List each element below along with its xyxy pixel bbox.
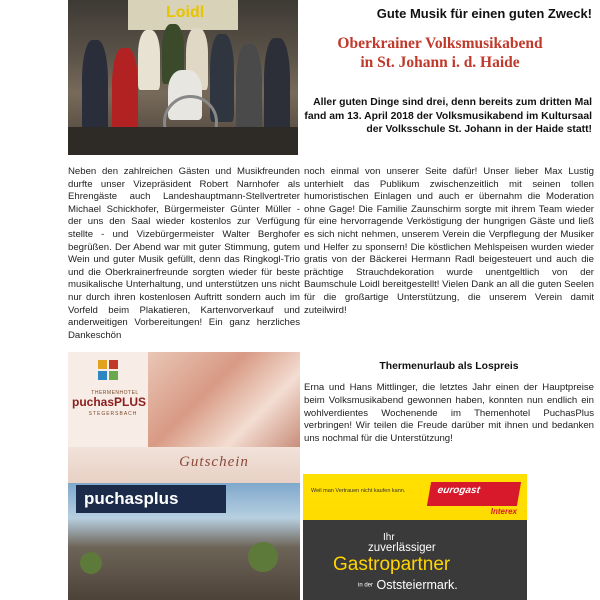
- ad-tagline: Weil man Vertrauen nicht kaufen kann.: [311, 488, 406, 494]
- hotel-location: STEGERSBACH: [88, 411, 138, 417]
- event-title: [300, 34, 580, 72]
- section-title: Thermenurlaub als Lospreis: [379, 361, 519, 372]
- hotel-brand: puchasPLUS: [72, 395, 147, 409]
- eurogast-ad: [303, 474, 527, 600]
- hotel-sign: [76, 485, 226, 513]
- page-title: Gute Musik für einen guten Zweck!: [376, 6, 592, 21]
- eurogast-logo: [427, 482, 521, 506]
- ad-line-3: Gastropartner: [333, 554, 451, 575]
- article-right-column: noch einmal von unserer Seite dafür! Unser lieber Max Lustig unterhielt das Publikum zwischenzeitlich mit seinen tollen humoristischen Einlagen und auch er übernahm die Moderation ohne Gage! Die Familie Zaunschirm sorgte mit ihrem Team wieder für eine hervorragende Verköstigung der hungrigen Gäste und ließ es sich nicht nehmen, unserem Verein die Verpflegung der Musiker und Helfer zu sponsern! Die köstlichen Mehlspeisen wurden wieder gratis von der Bäckerei Hermann Radl beigesteuert und auch die prächtige Strauchdekoration wurde unentgeltlich von der Baumschule Loidl bereitgestellt! Vielen Dank an all die guten Seelen für die großartige Unterstützung, die unserem Verein damit zuteilwird!: [304, 166, 594, 316]
- ad-line-1: Ihr: [383, 532, 395, 543]
- plant-decoration: [248, 542, 278, 572]
- event-title-line2: in St. Johann i. d. Haide: [360, 54, 520, 71]
- photo-banner-text: Loidl: [166, 4, 205, 21]
- event-title-line1: Oberkrainer Volksmusikabend: [337, 35, 543, 52]
- logo-square-1: [98, 360, 107, 369]
- interex-logo: Interex: [490, 507, 517, 516]
- logo-square-4: [109, 371, 118, 380]
- event-photo: [68, 0, 298, 155]
- ad-line-4: [358, 578, 458, 592]
- logo-square-2: [109, 360, 118, 369]
- puchasplus-ad: [68, 352, 300, 600]
- ad-line-4-prefix: in der: [358, 582, 374, 589]
- plant-decoration: [80, 552, 102, 574]
- ad-line-2: zuverlässiger: [368, 542, 436, 554]
- article-left-column: Neben den zahlreichen Gästen und Musikfreunden durfte unser Vizepräsident Robert Narnhofer als Ehrengäste auch Landeshauptmann-Stellvertreter Michael Schickhofer, Bürgermeister Günter Müller - der uns den Saal wieder kostenlos zur Verfügung stellte - und Vizebürgermeister Walter Berghofer begrüßen. Der Abend war mit guter Stimmung, gutem Wein und guter Musik gefüllt, denn das Ringkogl-Trio und die Oberkrainerfreunde sorgten wieder für beste musikalische Unterhaltung, und unterstützen uns nicht nur durch ihren kostenlosen Auftritt sondern auch im Vorfeld beim Plakatieren, Kartenvorverkauf und anderweitigen Vorbereitungen! Ein ganz herzliches Dankeschön: [68, 166, 300, 341]
- intro-paragraph: Aller guten Dinge sind drei, denn bereits zum dritten Mal fand am 13. April 2018 der Volksmusikabend im Kultursaal der Volksschule St. Johann in der Haide statt!: [304, 97, 592, 135]
- voucher-label: Gutschein: [179, 454, 249, 470]
- section-text: Erna und Hans Mittlinger, die letztes Jahr einen der Hauptpreise beim Volksmusikabend gewonnen haben, konnten nun endlich ein wohlverdientes Wochenende im Themenhotel PuchasPlus verbringen! Wir teilen die Freude darüber mit ihnen und bedanken uns nochmal für die Unterstützung!: [304, 382, 594, 445]
- ad-line-4-text: Oststeiermark.: [376, 578, 458, 592]
- hotel-sign-text: puchasplus: [84, 489, 179, 508]
- logo-square-3: [98, 371, 107, 380]
- eurogast-logo-text: eurogast: [436, 485, 481, 496]
- photo-banner: [128, 0, 238, 30]
- hotel-pretitle: THERMENHOTEL: [91, 390, 139, 396]
- spa-image: [148, 352, 300, 447]
